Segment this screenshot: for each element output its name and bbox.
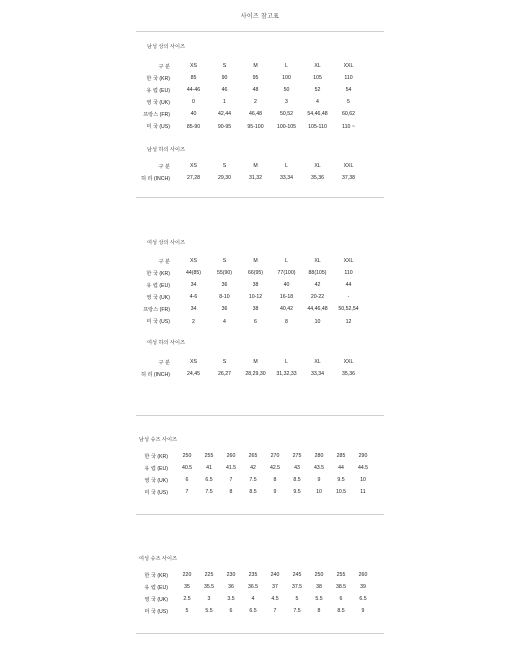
header-cell: XL [314,359,321,366]
table-cell: 220 [182,572,192,579]
table-cell: 4 [316,99,319,106]
row-label-cell: 미 국 (US) [144,608,168,615]
table-cell: 110 ~ [342,123,355,130]
table-cell: 5 [347,99,350,106]
table-cell: 42 [250,465,256,472]
table-cell: 235 [248,572,258,579]
divider [136,514,384,515]
table-cell: 42,44 [218,111,231,118]
table-cell: 3.5 [227,596,235,603]
table-cell: 28,29,30 [245,371,266,378]
header-cell: XL [314,63,321,70]
table-cell: 105-110 [308,123,327,130]
table-cell: 10-12 [248,294,263,301]
row-label-cell: 프랑스 (FR) [143,111,170,118]
table-cell: 36.5 [247,584,259,591]
table-header-row [136,255,364,267]
table-cell: 4 [251,596,255,603]
table-cell: 24,45 [187,371,200,378]
table-cell: 39 [360,584,366,591]
table-cell: 6 [339,596,343,603]
divider [136,633,384,634]
row-label-cell: 한 국 (KR) [146,75,170,82]
header-cell: M [253,258,258,265]
row-label-cell: 유 럽 (EU) [144,465,168,472]
table-cell: 44 [345,282,352,289]
table-cell: 7 [273,608,277,615]
table-cell: 250 [182,453,192,460]
table-row [136,279,364,291]
table-cell: 50,52 [280,111,293,118]
table-cell: 35.5 [203,584,215,591]
header-cell: L [285,63,288,70]
table-cell: 110 [344,270,353,277]
table-cell: 8.5 [249,489,257,496]
header-cell: XS [190,163,197,170]
table-cell: 1 [223,99,226,106]
table-cell: 6.5 [249,608,257,615]
table-cell: 6.5 [359,596,367,603]
table-cell: - [347,294,350,301]
header-cell: S [222,258,227,265]
table-header-row [136,160,364,172]
table-cell: 290 [358,453,368,460]
table-cell: 95 [252,75,259,82]
section-title: 여성 슈즈 사이즈 [139,556,177,562]
table-cell: 44,46,48 [307,306,328,313]
table-cell: 36 [221,306,228,313]
table-cell: 260 [358,572,368,579]
table-cell: 285 [336,453,346,460]
table-cell: 9.5 [293,489,301,496]
table-cell: 54 [345,87,352,94]
table-cell: 7 [185,489,189,496]
section-title: 남성 슈즈 사이즈 [139,437,177,443]
table-cell: 46 [221,87,228,94]
table-cell: 9.5 [337,477,345,484]
table-cell: 8.5 [293,477,301,484]
table-cell: 260 [226,453,236,460]
table-cell: 5 [295,596,299,603]
table-cell: 35,36 [311,175,324,182]
womens-shoes-table [136,569,374,617]
divider [136,197,384,198]
header-cell: XL [314,163,321,170]
table-cell: 230 [226,572,236,579]
table-cell: 41.5 [225,465,237,472]
table-cell: 16-18 [279,294,294,301]
table-cell: 280 [314,453,324,460]
table-cell: 12 [345,318,352,325]
table-cell: 8 [273,477,277,484]
row-label-cell: 영 국 (UK) [144,477,168,484]
header-cell: XXL [343,163,354,170]
table-cell: 77(100) [277,270,296,277]
table-cell: 60,62 [342,111,355,118]
table-cell: 9 [317,477,321,484]
header-cell: S [222,63,227,70]
table-cell: 40.5 [181,465,193,472]
table-row [136,108,364,120]
table-cell: 4-6 [189,294,198,301]
section-title: 여성 하의 사이즈 [147,340,185,346]
table-cell: 7 [229,477,233,484]
table-cell: 66(95) [248,270,263,277]
row-label-cell: 영 국 (UK) [146,294,170,301]
table-cell: 34 [190,282,197,289]
table-cell: 50 [283,87,290,94]
table-cell: 245 [292,572,302,579]
table-cell: 11 [360,489,366,496]
row-label-cell: 허 리 (INCH) [140,175,170,182]
table-cell: 10 [316,489,322,496]
table-cell: 2.5 [183,596,191,603]
table-cell: 8 [229,489,233,496]
header-cell: L [285,359,288,366]
table-cell: 100-105 [276,123,297,130]
table-cell: 95-100 [247,123,264,130]
header-label-cell: 구 분 [158,163,170,170]
table-cell: 6 [229,608,233,615]
table-cell: 38 [252,282,259,289]
table-row [136,474,374,486]
table-cell: 8-10 [219,294,230,301]
table-cell: 10 [314,318,321,325]
table-cell: 8 [285,318,288,325]
table-cell: 38 [252,306,259,313]
row-label-cell: 한 국 (KR) [146,270,170,277]
table-cell: 33,34 [311,371,324,378]
mens-top-table [136,60,364,133]
table-cell: 43 [294,465,300,472]
table-row [136,84,364,96]
header-cell: M [253,359,258,366]
table-cell: 38 [316,584,322,591]
row-label-cell: 미 국 (US) [146,319,170,326]
table-cell: 9 [361,608,365,615]
table-cell: 42 [314,282,321,289]
table-cell: 3 [285,99,288,106]
table-row [136,450,374,462]
table-cell: 85 [190,75,197,82]
table-cell: 250 [314,572,324,579]
table-cell: 29,30 [218,175,231,182]
table-cell: 3 [207,596,211,603]
table-row [136,486,374,498]
table-cell: 275 [292,453,302,460]
table-cell: 44.5 [357,465,369,472]
table-cell: 46,48 [249,111,262,118]
section-title: 남성 하의 사이즈 [147,147,185,153]
header-cell: M [253,163,258,170]
table-cell: 31,32 [249,175,262,182]
table-cell: 52 [314,87,321,94]
table-row [136,569,374,581]
table-cell: 5.5 [315,596,323,603]
row-label-cell: 유 럽 (EU) [146,282,170,289]
table-cell: 50,52,54 [338,306,359,313]
row-label-cell: 영 국 (UK) [146,99,170,106]
table-cell: 240 [270,572,280,579]
table-cell: 36 [228,584,234,591]
table-cell: 44(85) [186,270,201,277]
table-cell: 7.5 [205,489,213,496]
header-cell: XL [314,258,321,265]
table-cell: 225 [204,572,214,579]
section-title: 남성 상의 사이즈 [147,44,185,50]
header-cell: L [285,258,288,265]
womens-top-table [136,255,364,328]
table-cell: 110 [344,75,353,82]
divider [136,31,384,32]
table-row [136,605,374,617]
table-cell: 34 [190,306,197,313]
header-label-cell: 구 분 [158,258,170,265]
table-row [136,172,364,184]
table-cell: 43.5 [313,465,325,472]
table-cell: 54,46,48 [307,111,328,118]
table-cell: 9 [273,489,277,496]
table-cell: 100 [282,75,291,82]
divider [136,415,384,416]
header-cell: XS [190,258,197,265]
table-cell: 37.5 [291,584,303,591]
table-cell: 55(90) [217,270,232,277]
table-cell: 40,42 [280,306,293,313]
table-row [136,581,374,593]
table-cell: 10 [360,477,366,484]
table-cell: 36 [221,282,228,289]
row-label-cell: 허 리 (INCH) [140,371,170,378]
row-label-cell: 미 국 (US) [146,124,170,131]
table-cell: 44 [338,465,344,472]
header-cell: S [222,359,227,366]
header-label-cell: 구 분 [158,359,170,366]
table-cell: 40 [190,111,197,118]
table-cell: 2 [192,318,195,325]
table-row [136,593,374,605]
table-row [136,72,364,84]
header-cell: M [253,63,258,70]
table-cell: 265 [248,453,258,460]
table-cell: 255 [204,453,214,460]
table-cell: 0 [192,99,195,106]
table-cell: 88(105) [308,270,327,277]
table-cell: 26,27 [218,371,231,378]
mens-shoes-table [136,450,374,498]
table-cell: 37 [272,584,278,591]
table-cell: 5 [185,608,189,615]
table-cell: 270 [270,453,280,460]
table-cell: 27,28 [187,175,200,182]
header-cell: S [222,163,227,170]
header-cell: XXL [343,359,354,366]
table-cell: 6 [185,477,189,484]
header-cell: XS [190,63,197,70]
table-cell: 42.5 [269,465,281,472]
table-row [136,120,364,132]
table-header-row [136,60,364,72]
table-cell: 7.5 [249,477,257,484]
table-cell: 40 [283,282,290,289]
row-label-cell: 한 국 (KR) [144,572,168,579]
table-cell: 48 [252,87,259,94]
row-label-cell: 유 럽 (EU) [144,584,168,591]
table-cell: 4 [223,318,226,325]
table-row [136,267,364,279]
table-cell: 20-22 [310,294,325,301]
header-cell: XXL [343,258,354,265]
table-row [136,315,364,327]
table-cell: 7.5 [293,608,301,615]
table-row [136,291,364,303]
row-label-cell: 영 국 (UK) [144,596,168,603]
table-row [136,303,364,315]
row-label-cell: 유 럽 (EU) [146,87,170,94]
table-cell: 4.5 [271,596,279,603]
table-cell: 5.5 [205,608,213,615]
table-cell: 6.5 [205,477,213,484]
table-cell: 35 [184,584,190,591]
row-label-cell: 미 국 (US) [144,489,168,496]
section-title: 여성 상의 사이즈 [147,240,185,246]
table-cell: 2 [254,99,257,106]
womens-bottom-table [136,356,364,380]
table-row [136,462,374,474]
header-cell: L [285,163,288,170]
row-label-cell: 프랑스 (FR) [143,306,170,313]
table-cell: 10.5 [335,489,347,496]
table-cell: 85-90 [186,123,201,130]
table-cell: 41 [206,465,212,472]
table-cell: 35,36 [342,371,355,378]
table-header-row [136,356,364,368]
table-cell: 255 [336,572,346,579]
table-cell: 33,34 [280,175,293,182]
table-cell: 31,32,33 [276,371,297,378]
table-cell: 6 [254,318,257,325]
table-cell: 37,38 [342,175,355,182]
table-cell: 90-95 [217,123,232,130]
table-cell: 90 [221,75,228,82]
table-cell: 38.5 [335,584,347,591]
header-cell: XXL [343,63,354,70]
row-label-cell: 한 국 (KR) [144,453,168,460]
table-cell: 105 [313,75,322,82]
table-cell: 8.5 [337,608,345,615]
header-label-cell: 구 분 [158,63,170,70]
mens-bottom-table [136,160,364,184]
page-title: 사이즈 참고표 [240,14,280,20]
table-cell: 44-46 [186,87,201,94]
header-cell: XS [190,359,197,366]
table-cell: 8 [317,608,321,615]
table-row [136,368,364,380]
table-row [136,96,364,108]
